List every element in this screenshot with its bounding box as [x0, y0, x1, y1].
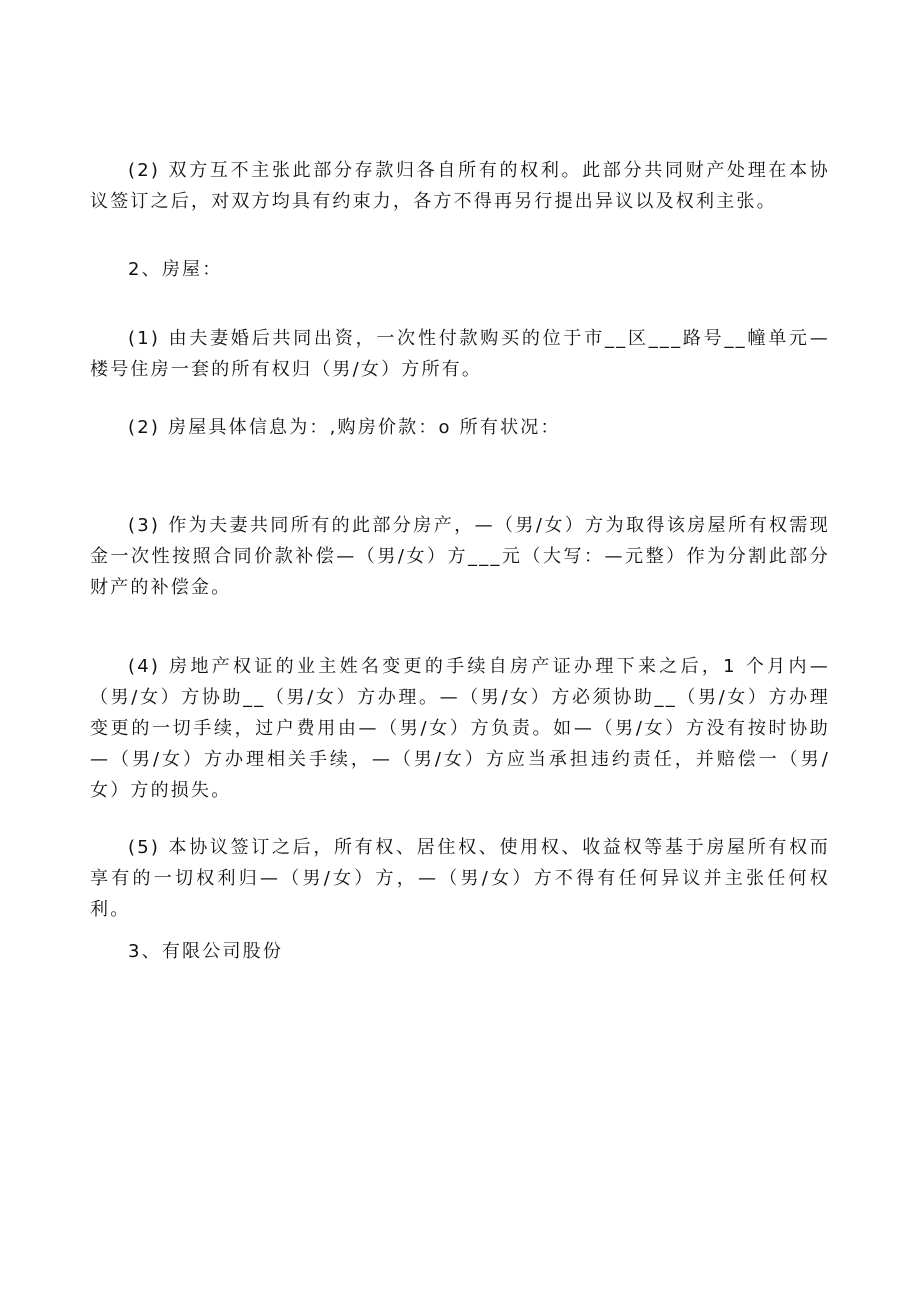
paragraph-title-transfer: (4) 房地产权证的业主姓名变更的手续自房产证办理下来之后，1 个月内—（男/女）方协助__（男/女）方办理。—（男/女）方必须协助__（男/女）方办理变更的一切手续，过户费用由—（男/女）方负责。如—（男/女）方没有按时协助—（男/女）方办理相关手续，—（男/女）方应当承担违约责任，并赔偿一（男/女）方的损失。 — [90, 656, 830, 801]
paragraph-house-ownership: (1) 由夫妻婚后共同出资，一次性付款购买的位于市__区___路号__幢单元—楼号住房一套的所有权归（男/女）方所有。 — [90, 328, 830, 380]
section-heading-house: 2、房屋： — [128, 259, 223, 280]
paragraph-deposit-rights: (2) 双方互不主张此部分存款归各自所有的权利。此部分共同财产处理在本协议签订之后，对双方均具有约束力，各方不得再另行提出异议以及权利主张。 — [90, 160, 830, 212]
paragraph-house-compensation: (3) 作为夫妻共同所有的此部分房产，—（男/女）方为取得该房屋所有权需现金一次性按照合同价款补偿—（男/女）方___元（大写：—元整）作为分割此部分财产的补偿金。 — [90, 515, 830, 598]
paragraph-rights-assignment: (5) 本协议签订之后，所有权、居住权、使用权、收益权等基于房屋所有权而享有的一切权利归—（男/女）方，—（男/女）方不得有任何异议并主张任何权利。 — [90, 837, 830, 920]
paragraph-house-info: (2) 房屋具体信息为：,购房价款：o 所有状况： — [128, 417, 561, 438]
section-heading-company-shares: 3、有限公司股份 — [128, 941, 284, 962]
